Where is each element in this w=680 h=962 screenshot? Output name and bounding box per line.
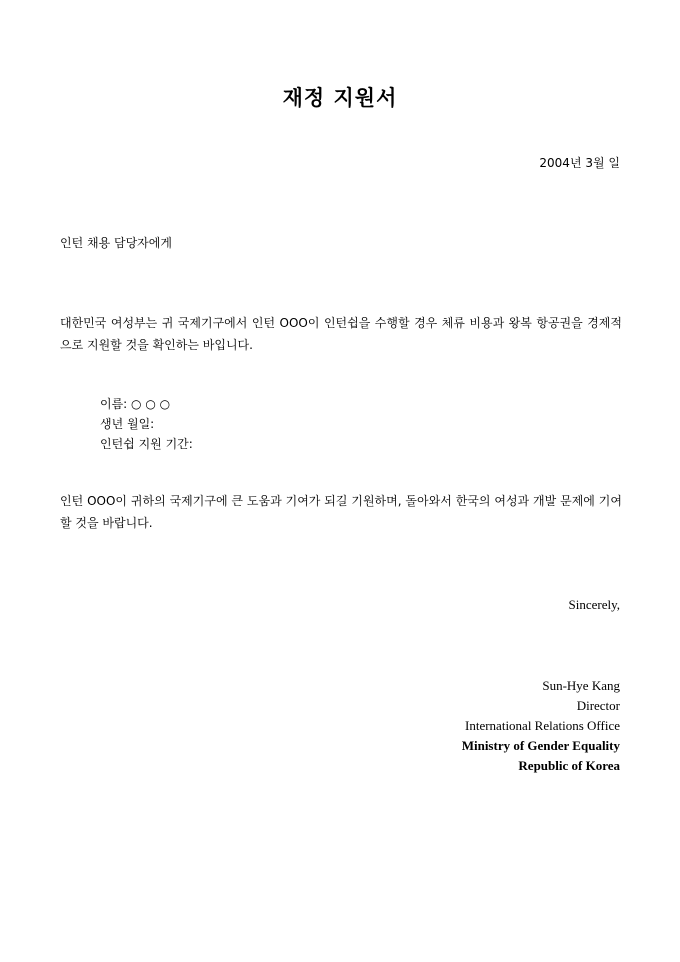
field-birthdate: 생년 월일: — [100, 417, 155, 431]
document-date: 2004년 3월 일 — [539, 156, 620, 170]
recipient-line: 인턴 채용 담당자에게 — [60, 236, 172, 250]
closing-line: Sincerely, — [568, 597, 620, 612]
field-name: 이름: ○ ○ ○ — [100, 397, 171, 411]
signer-office: International Relations Office — [465, 718, 620, 733]
intern-info-fields — [100, 394, 193, 454]
signer-position: Director — [576, 698, 620, 713]
signature-block — [462, 676, 620, 776]
field-internship-period: 인턴쉽 지원 기간: — [100, 437, 193, 451]
signer-name: Sun-Hye Kang — [542, 678, 620, 693]
body-paragraph-2: 인턴 OOO이 귀하의 국제기구에 큰 도움과 기여가 되길 기원하며, 돌아와서 한국의 여성과 개발 문제에 기여할 것을 바랍니다. — [60, 494, 622, 530]
signer-ministry: Ministry of Gender Equality — [461, 738, 620, 753]
signer-country: Republic of Korea — [518, 758, 620, 773]
document-title: 재정 지원서 — [282, 85, 398, 110]
body-paragraph-1: 대한민국 여성부는 귀 국제기구에서 인턴 OOO이 인턴쉽을 수행할 경우 체류 비용과 왕복 항공권을 경제적으로 지원할 것을 확인하는 바입니다. — [60, 316, 622, 352]
